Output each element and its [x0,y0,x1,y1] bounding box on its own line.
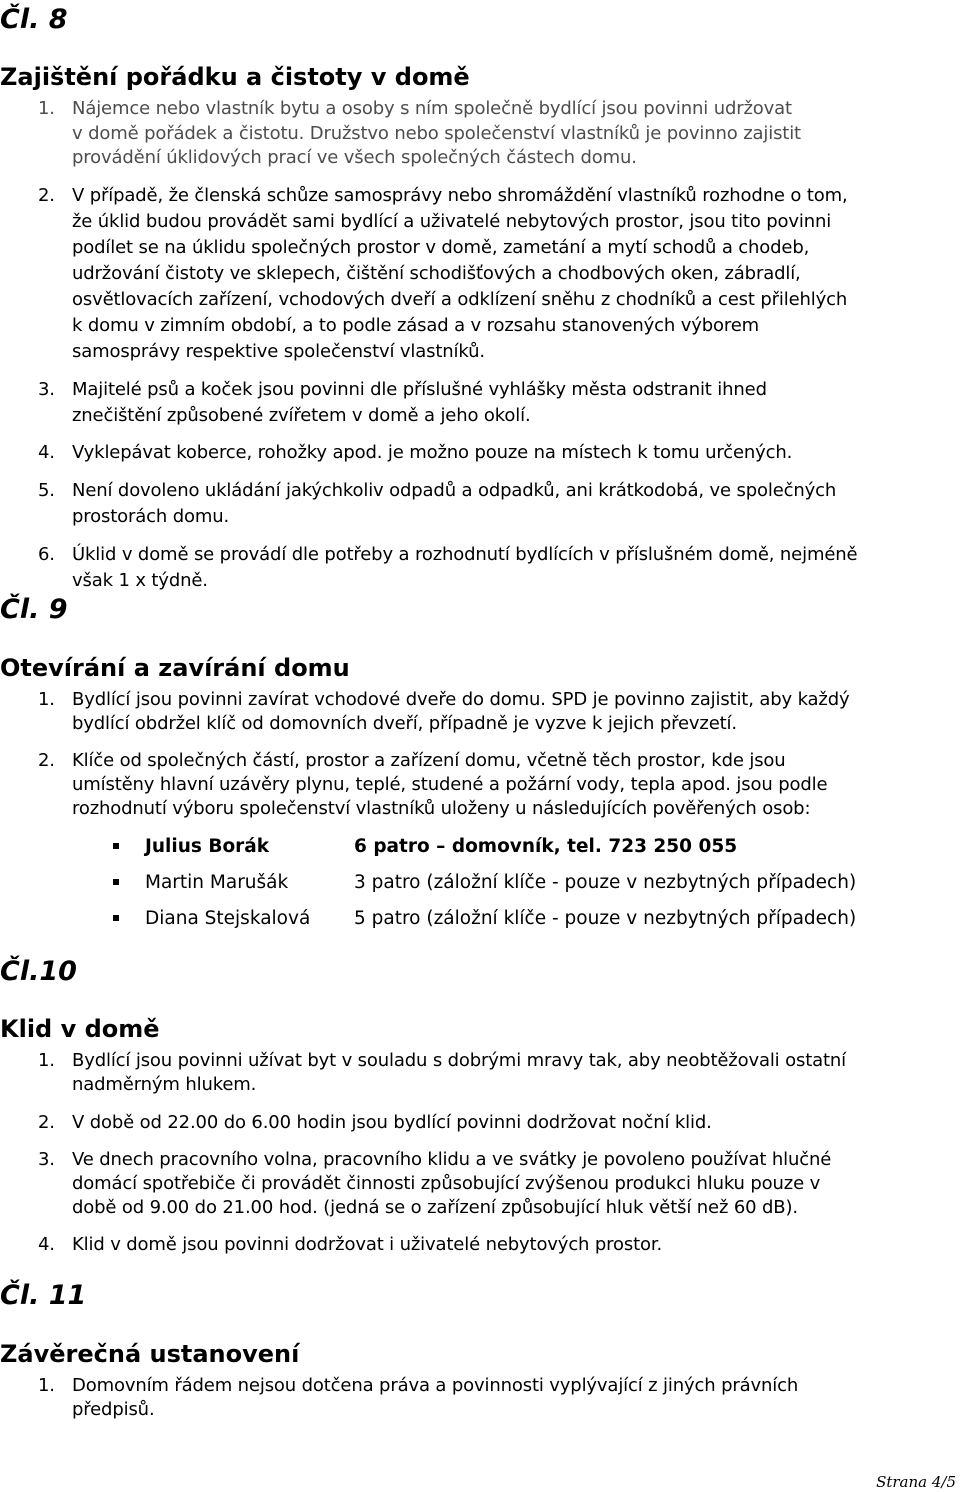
item-number: 2. [38,750,55,771]
item-number: 4. [38,1234,55,1255]
item-line: však 1 x týdně. [72,569,208,591]
item-line: Není dovoleno ukládání jakýchkoliv odpadů a odpadků, ani krátkodobá, ve společných [72,479,837,501]
item-line: znečištění způsobené zvířetem v domě a jeho okolí. [72,404,531,426]
list-item [0,1148,960,1220]
item-number: 1. [38,1050,55,1071]
list-item [0,1111,960,1135]
list-item [0,377,960,429]
item-line: samosprávy respektive společenství vlastníků. [72,340,485,362]
key-holder-row [0,906,960,942]
article-8-list [0,97,960,594]
item-line: předpisů. [72,1399,155,1420]
list-item [0,1049,960,1097]
item-line: Bydlící jsou povinni užívat byt v souladu s dobrými mravy tak, aby neobtěžovali ostatní [72,1050,847,1071]
item-number: 1. [38,689,55,710]
article-10-list [0,1049,960,1257]
item-number: 3. [38,378,55,400]
square-bullet-icon [113,843,119,849]
list-item [0,542,960,594]
article-number: Čl. 8 [0,4,68,35]
item-line: provádění úklidových prací ve všech společných částech domu. [72,147,637,169]
section-title: Závěrečná ustanovení [0,1340,300,1368]
square-bullet-icon [113,915,119,921]
item-line: Klíče od společných částí, prostor a zařízení domu, včetně těch prostor, kde jsou [72,750,786,771]
item-line: V případě, že členská schůze samosprávy nebo shromáždění vlastníků rozhodne o tom, [72,184,848,206]
item-number: 1. [38,1375,55,1396]
item-number: 5. [38,479,55,501]
list-item [0,440,960,466]
section-title: Klid v domě [0,1015,160,1043]
section-title: Zajištění pořádku a čistoty v domě [0,63,470,91]
item-line: bydlící obdržel klíč od domovních dveří, případně je vyzve k jejich převzetí. [72,713,737,734]
item-line: umístěny hlavní uzávěry plynu, teplé, studené a požární vody, tepla apod. jsou podle [72,774,828,795]
list-item [0,749,960,821]
article-11-list [0,1374,960,1422]
key-holder-info: 5 patro (záložní klíče - pouze v nezbytných případech) [354,908,857,929]
item-line: Bydlící jsou povinni zavírat vchodové dveře do domu. SPD je povinno zajistit, aby každý [72,689,850,710]
article-9-list [0,688,960,821]
page-number: Strana 4/5 [876,1473,956,1491]
item-number: 2. [38,1112,55,1133]
key-holder-name: Martin Marušák [145,872,289,893]
item-line: Klid v domě jsou povinni dodržovat i uživatelé nebytových prostor. [72,1234,663,1255]
item-line: nadměrným hlukem. [72,1074,257,1095]
section-title: Otevírání a zavírání domu [0,654,350,682]
item-line: rozhodnutí výboru společenství vlastníků uloženy u následujících pověřených osob: [72,798,811,819]
list-item [0,97,960,171]
key-holder-row [0,834,960,870]
item-line: podílet se na úklidu společných prostor v domě, zametání a mytí schodů a chodeb, [72,236,810,258]
list-item [0,1233,960,1257]
item-line: Úklid v domě se provádí dle potřeby a rozhodnutí bydlících v příslušném domě, nejméně [72,543,858,565]
key-holders-list [0,834,960,942]
item-number: 2. [38,184,55,206]
list-item [0,478,960,530]
item-line: době od 9.00 do 21.00 hod. (jedná se o zařízení způsobující hluk větší než 60 dB). [72,1197,798,1218]
key-holder-name: Diana Stejskalová [145,908,311,929]
item-line: Ve dnech pracovního volna, pracovního klidu a ve svátky je povoleno používat hlučné [72,1149,832,1170]
key-holder-row [0,870,960,906]
item-line: Domovním řádem nejsou dotčena práva a povinnosti vyplývající z jiných právních [72,1375,799,1396]
item-line: Vyklepávat koberce, rohožky apod. je možno pouze na místech k tomu určených. [72,441,793,463]
item-line: udržování čistoty ve sklepech, čištění schodišťových a chodbových oken, zábradlí, [72,262,801,284]
item-number: 4. [38,441,55,463]
article-number: Čl. 11 [0,1280,87,1311]
item-line: v domě pořádek a čistotu. Družstvo nebo společenství vlastníků je povinno zajistit [72,122,801,144]
key-holder-info: 3 patro (záložní klíče - pouze v nezbytných případech) [354,872,857,893]
list-item [0,183,960,365]
item-line: Nájemce nebo vlastník bytu a osoby s ním společně bydlící jsou povinni udržovat [72,98,792,119]
list-item [0,688,960,736]
item-number: 6. [38,543,55,565]
item-line: Majitelé psů a koček jsou povinni dle příslušné vyhlášky města odstranit ihned [72,378,767,400]
item-line: V době od 22.00 do 6.00 hodin jsou bydlící povinni dodržovat noční klid. [72,1112,712,1133]
item-line: k domu v zimním období, a to podle zásad a v rozsahu stanovených výborem [72,314,760,336]
item-line: osvětlovacích zařízení, vchodových dveří a odklízení sněhu z chodníků a cest přilehlých [72,288,848,310]
item-line: prostorách domu. [72,505,230,527]
key-holder-info: 6 patro – domovník, tel. 723 250 055 [354,836,738,857]
item-number: 1. [38,98,55,119]
square-bullet-icon [113,879,119,885]
article-number: Čl. 9 [0,594,68,625]
item-line: domácí spotřebiče či provádět činnosti způsobující zvýšenou produkci hluku pouze v [72,1173,821,1194]
item-number: 3. [38,1149,55,1170]
list-item [0,1374,960,1422]
key-holder-name: Julius Borák [145,836,270,857]
article-number: Čl.10 [0,956,77,987]
item-line: že úklid budou provádět sami bydlící a uživatelé nebytových prostor, jsou tito povinni [72,210,832,232]
